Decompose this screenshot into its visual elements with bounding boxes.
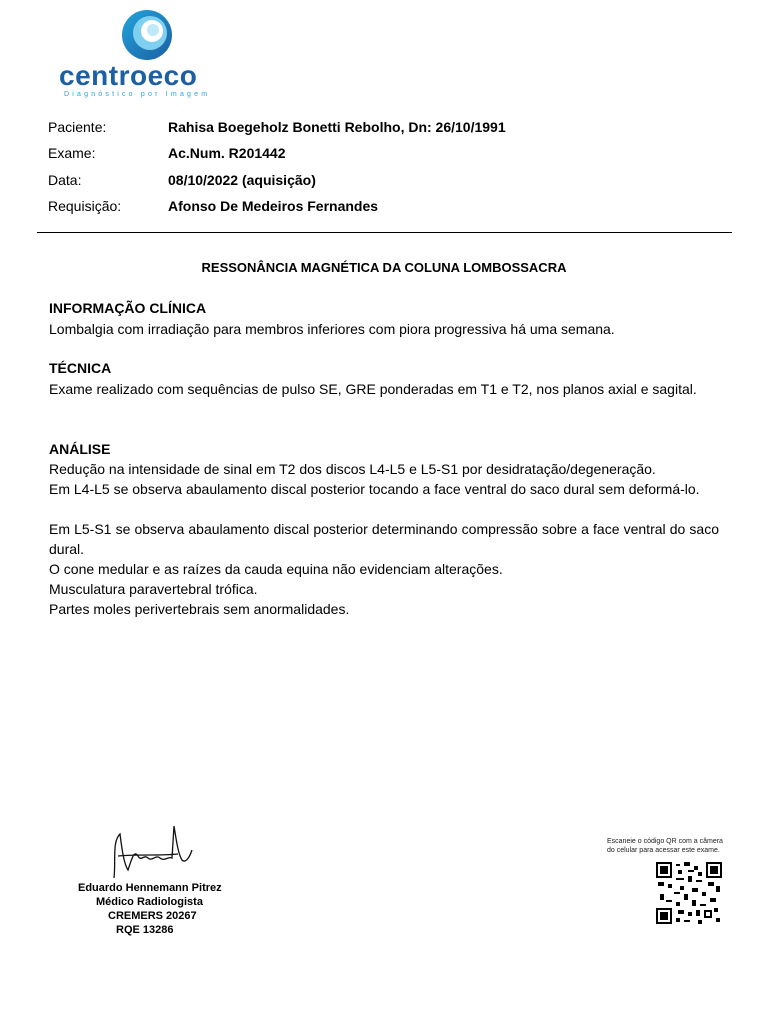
clinical-info-text: Lombalgia com irradiação para membros inferiores com piora progressiva há uma semana.	[49, 321, 615, 337]
centroeco-logo	[55, 8, 235, 104]
date-value: 08/10/2022 (aquisição)	[168, 172, 316, 188]
date-label: Data:	[48, 172, 82, 188]
logo-wordmark: centroeco	[59, 60, 198, 91]
analysis-paragraph-2: Em L4-L5 se observa abaulamento discal posterior tocando a face ventral do saco dural sem deformá-lo.	[49, 481, 700, 497]
clinical-info-heading: INFORMAÇÃO CLÍNICA	[49, 300, 207, 316]
header-divider	[37, 232, 732, 233]
technique-text: Exame realizado com sequências de pulso SE, GRE ponderadas em T1 e T2, nos planos axial e sagital.	[49, 381, 697, 397]
qr-caption: Escaneie o código QR com a câmera do celular para acessar este exame.	[607, 838, 723, 854]
analysis-paragraph-4: O cone medular e as raízes da cauda equina não evidenciam alterações.	[49, 561, 503, 577]
signature-block	[78, 820, 258, 940]
qr-code-icon[interactable]	[656, 862, 722, 924]
logo-tagline: Diagnóstico por Imagem	[64, 91, 211, 98]
handwritten-signature-icon	[108, 820, 198, 882]
analysis-paragraph-5: Musculatura paravertebral trófica.	[49, 581, 258, 597]
analysis-heading: ANÁLISE	[49, 441, 111, 457]
signer-crm: CREMERS 20267	[108, 910, 197, 922]
exam-value: Ac.Num. R201442	[168, 145, 286, 161]
analysis-paragraph-3: Em L5-S1 se observa abaulamento discal posterior determinando compressão sobre a face ventral do saco dural.	[49, 521, 719, 557]
signer-name: Eduardo Hennemann Pitrez	[78, 882, 222, 894]
analysis-paragraph-1: Redução na intensidade de sinal em T2 dos discos L4-L5 e L5-S1 por desidratação/degeneração.	[49, 461, 656, 477]
requisition-label: Requisição:	[48, 198, 122, 214]
exam-label: Exame:	[48, 145, 96, 161]
signer-role: Médico Radiologista	[96, 896, 203, 908]
signer-rqe: RQE 13286	[116, 924, 174, 936]
patient-label: Paciente:	[48, 119, 107, 135]
analysis-paragraph-6: Partes moles perivertebrais sem anormalidades.	[49, 601, 350, 617]
technique-heading: TÉCNICA	[49, 360, 112, 376]
requisition-value: Afonso De Medeiros Fernandes	[168, 198, 379, 214]
patient-value: Rahisa Boegeholz Bonetti Rebolho, Dn: 26/10/1991	[168, 119, 506, 135]
report-title: RESSONÂNCIA MAGNÉTICA DA COLUNA LOMBOSSACRA	[201, 260, 567, 275]
